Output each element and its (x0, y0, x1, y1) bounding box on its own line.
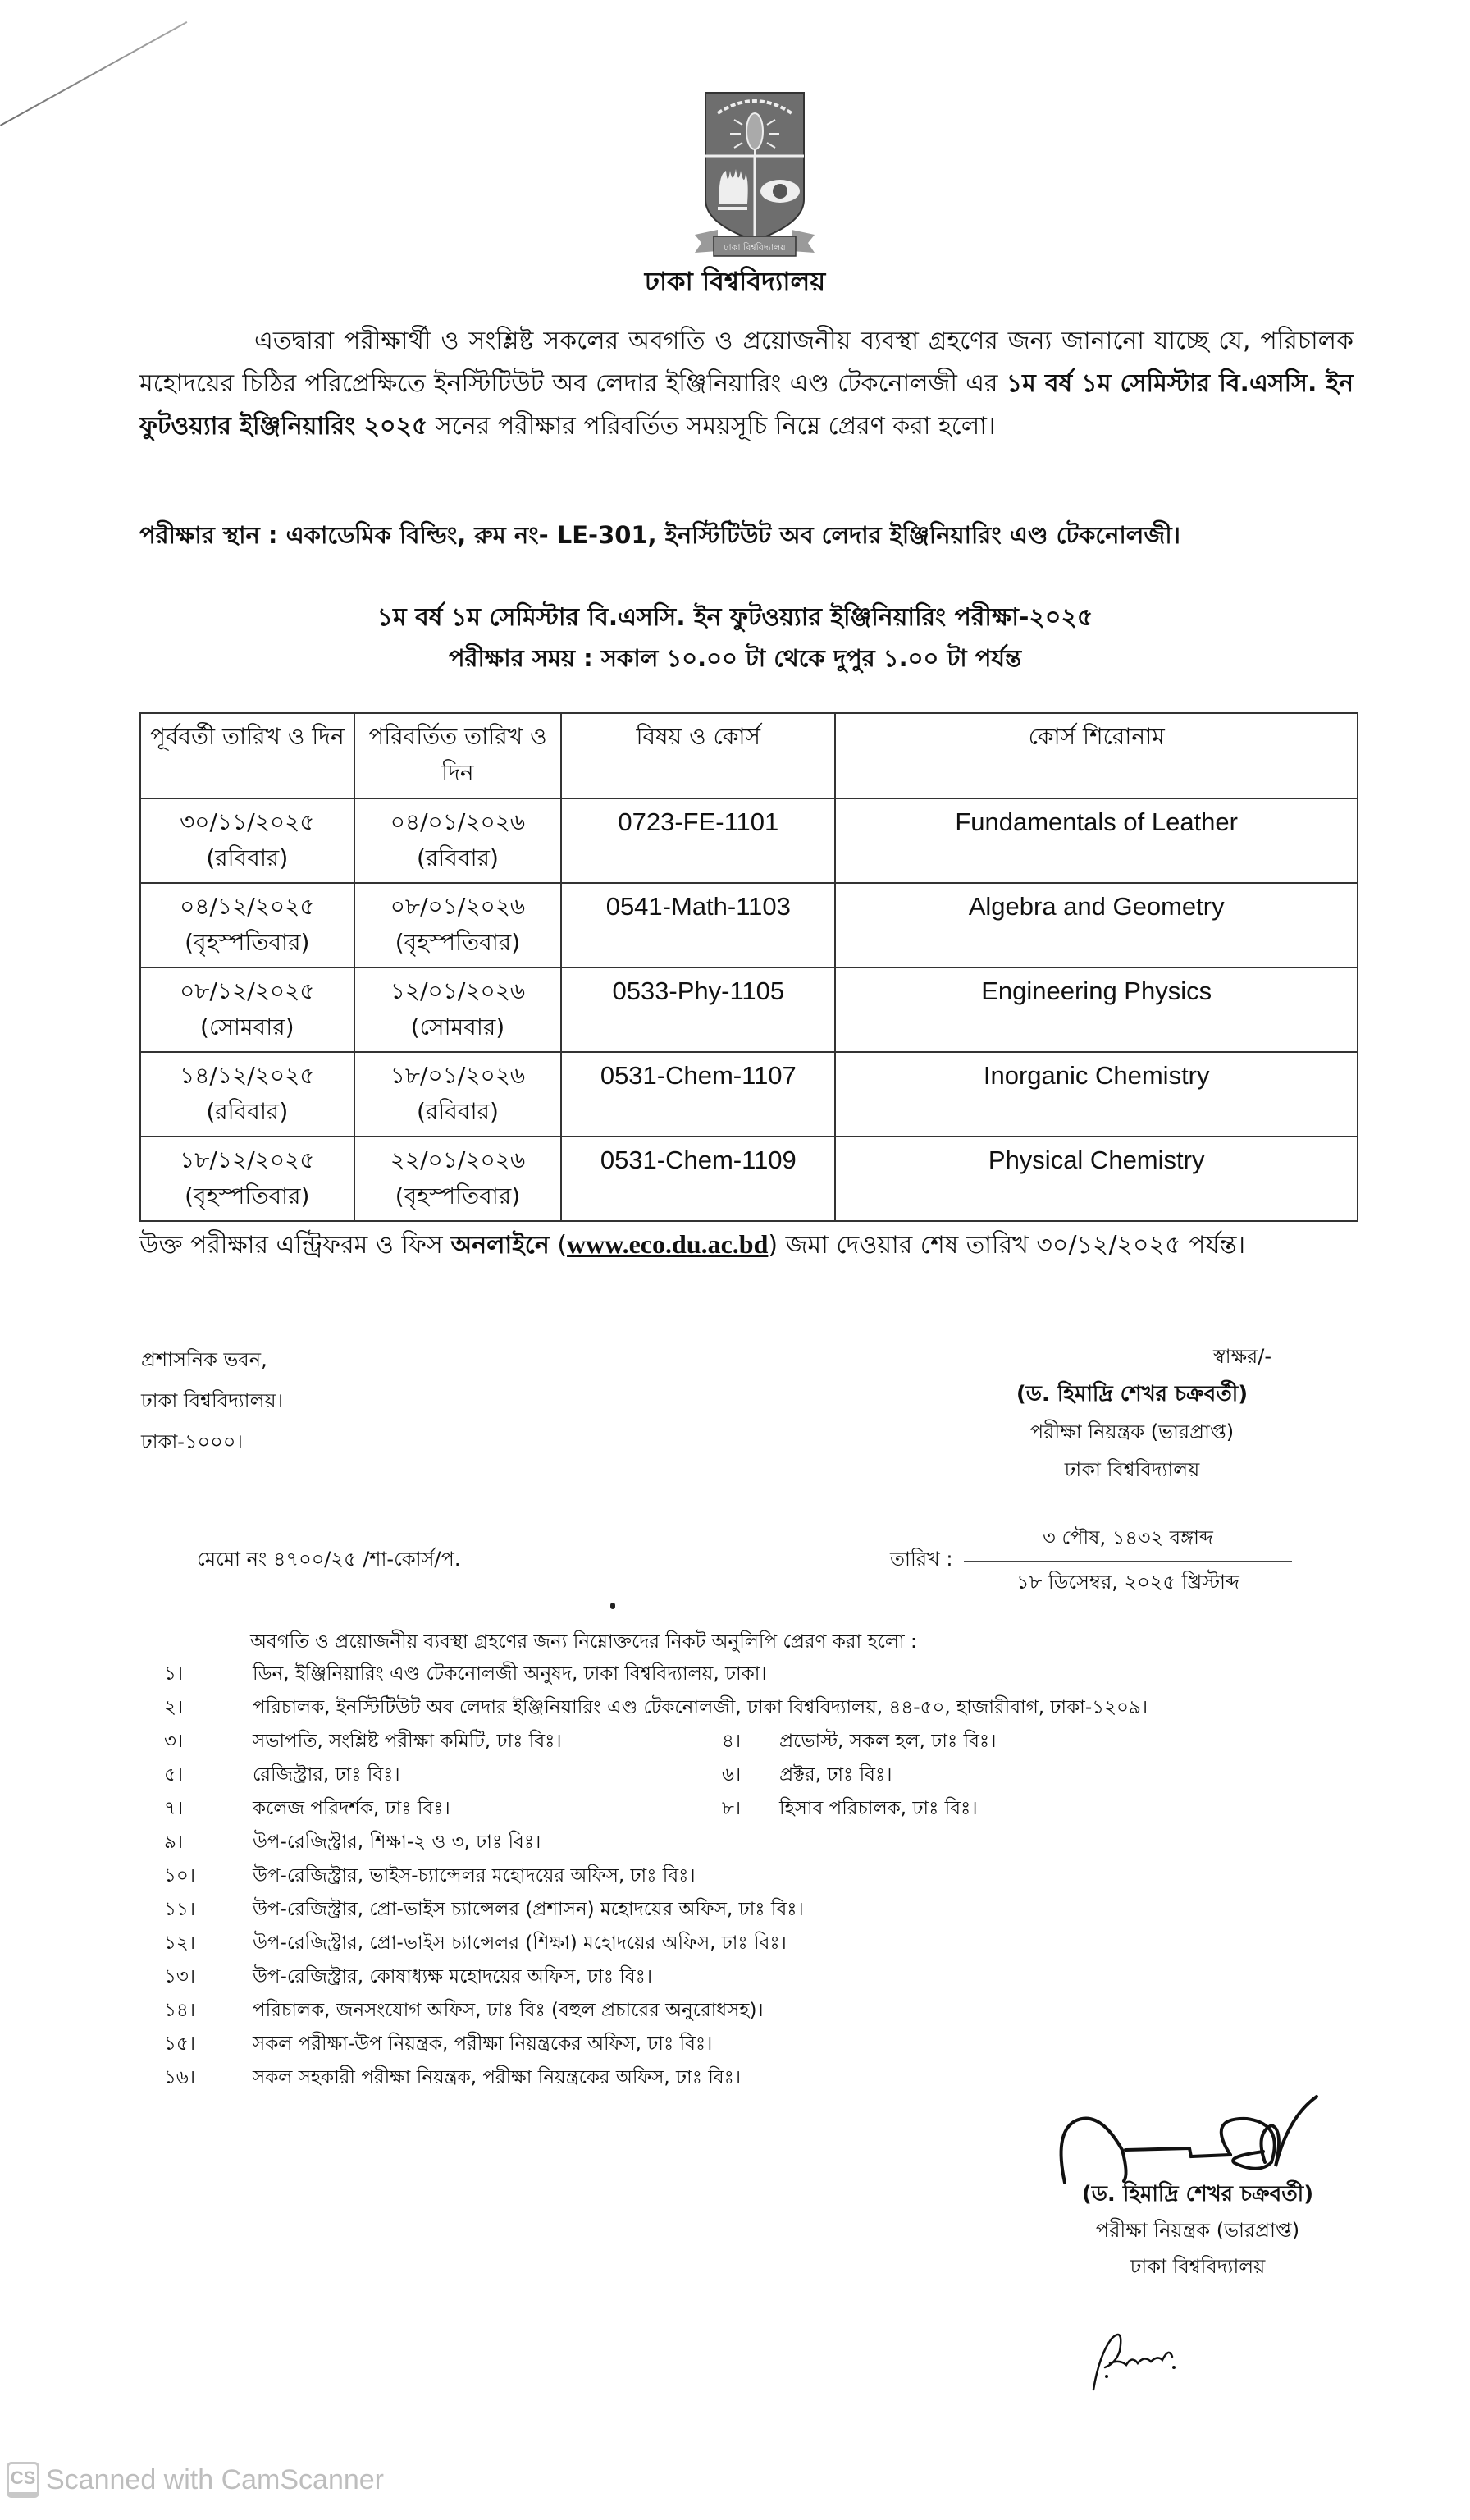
exam-heading: ১ম বর্ষ ১ম সেমিস্টার বি.এসসি. ইন ফুটওয়্যার ইঞ্জিনিয়ারিং পরীক্ষা-২০২৫ (377, 603, 1093, 632)
course-code: 0723-FE-1101 (561, 798, 835, 883)
date-bangla: ৩ পৌষ, ১৪৩২ বঙ্গাব্দ (964, 1523, 1292, 1562)
course-code: 0531-Chem-1109 (561, 1137, 835, 1221)
cc-number: ৩। (164, 1731, 184, 1752)
cc-number: ৫। (164, 1764, 184, 1786)
list-item (164, 1994, 1354, 2028)
cc-recipient: সকল পরীক্ষা-উপ নিয়ন্ত্রক, পরীক্ষা নিয়ন্ত্রকের অফিস, ঢাঃ বিঃ। (253, 2033, 713, 2055)
old-date: ০৪/১২/২০২৫ (180, 893, 315, 920)
new-date-cell (354, 1052, 562, 1137)
signed-mark: স্বাক্ষর/- (1213, 1345, 1271, 1368)
university-name: ঢাকা বিশ্ববিদ্যালয় (644, 266, 826, 297)
signatory-block-bottom (968, 2176, 1427, 2284)
list-item (164, 1725, 1354, 1759)
old-date-cell (140, 1137, 354, 1221)
cc-recipient: সভাপতি, সংশ্লিষ্ট পরীক্ষা কমিটি, ঢাঃ বিঃ। (253, 1731, 562, 1752)
cc-number: ৯। (164, 1832, 184, 1853)
cc-number: ১। (164, 1663, 184, 1685)
exam-schedule-table (139, 712, 1358, 1222)
camscanner-text: Scanned with CamScanner (46, 2463, 385, 2495)
cc-number: ১২। (164, 1932, 196, 1954)
notice-paragraph-tail: সনের পরীক্ষার পরিবর্তিত সময়সূচি নিম্নে প্রেরণ করা হলো। (436, 412, 996, 441)
signatory-institution: ঢাকা বিশ্ববিদ্যালয় (1130, 2255, 1266, 2278)
cc-number: ৮। (722, 1798, 742, 1819)
cc-intro: অবগতি ও প্রয়োজনীয় ব্যবস্থা গ্রহণের জন্য নিম্নোক্তদের নিকট অনুলিপি প্রেরণ করা হলো : (250, 1631, 917, 1653)
eco-website-link[interactable]: www.eco.du.ac.bd (567, 1229, 769, 1259)
header-old-date: পূর্ববর্তী তারিখ ও দিন (140, 713, 354, 798)
old-day: (বৃহস্পতিবার) (185, 1182, 310, 1210)
new-date: ১৮/০১/২০২৬ (390, 1062, 526, 1089)
table-row (140, 1137, 1358, 1221)
cc-number: ৪। (722, 1731, 742, 1752)
table-row (140, 967, 1358, 1052)
address-line: ঢাকা-১০০০। (141, 1430, 243, 1453)
date-label: তারিখ : (890, 1548, 953, 1571)
old-date-cell (140, 798, 354, 883)
cc-number: ১৫। (164, 2033, 196, 2055)
new-date-cell (354, 1137, 562, 1221)
cc-recipient: প্রভোস্ট, সকল হল, ঢাঃ বিঃ। (779, 1731, 997, 1752)
cc-number: ১১। (164, 1899, 196, 1920)
signatory-designation: পরীক্ষা নিয়ন্ত্রক (ভারপ্রাপ্ত) (1095, 2219, 1300, 2242)
office-address (141, 1339, 283, 1462)
new-day: (সোমবার) (410, 1013, 505, 1040)
course-code: 0541-Math-1103 (561, 883, 835, 967)
course-title: Fundamentals of Leather (835, 798, 1358, 883)
notice-paragraph-text: এতদ্বারা পরীক্ষার্থী ও সংশ্লিষ্ট সকলের অবগতি ও প্রয়োজনীয় ব্যবস্থা গ্রহণের জন্য জানানো যাচ্ছে যে, পরিচালক মহোদয়ের চিঠির পরিপ্রেক্ষিতে ইনস্টিটিউট অব লেদার ইঞ্জিনিয়ারিং এণ্ড টেকনোলজী এর (139, 327, 1354, 398)
old-date-cell (140, 1052, 354, 1137)
cc-recipient: ডিন, ইঞ্জিনিয়ারিং এণ্ড টেকনোলজী অনুষদ, ঢাকা বিশ্ববিদ্যালয়, ঢাকা। (253, 1663, 767, 1685)
old-day: (রবিবার) (206, 1098, 289, 1125)
list-item (164, 2028, 1354, 2061)
handwritten-signature-icon (1050, 2084, 1329, 2191)
cc-recipient: উপ-রেজিস্ট্রার, কোষাধ্যক্ষ মহোদয়ের অফিস, ঢাঃ বিঃ। (253, 1966, 653, 1987)
table-row (140, 883, 1358, 967)
header-course-code: বিষয় ও কোর্স (561, 713, 835, 798)
new-date: ০৮/০১/২০২৬ (390, 893, 526, 920)
list-item (164, 1792, 1354, 1826)
cc-number: ১৩। (164, 1966, 196, 1987)
new-day: (বৃহস্পতিবার) (395, 929, 521, 956)
old-date: ০৮/১২/২০২৫ (180, 977, 315, 1004)
address-line: প্রশাসনিক ভবন, (141, 1348, 267, 1371)
old-date: ১৮/১২/২০২৫ (180, 1146, 315, 1173)
new-date-cell (354, 883, 562, 967)
list-item (164, 1826, 1354, 1859)
header-new-date: পরিবর্তিত তারিখ ও দিন (354, 713, 562, 798)
cc-number: ২। (164, 1697, 184, 1718)
cc-number: ১৬। (164, 2067, 196, 2088)
new-date: ২২/০১/২০২৬ (390, 1146, 526, 1173)
new-day: (রবিবার) (416, 1098, 499, 1125)
camscanner-logo-icon: CS (7, 2462, 39, 2498)
cc-recipient: রেজিস্ট্রার, ঢাঃ বিঃ। (253, 1764, 400, 1786)
fee-note-online: অনলাইনে (450, 1231, 550, 1260)
cc-recipient: উপ-রেজিস্ট্রার, শিক্ষা-২ ও ৩, ঢাঃ বিঃ। (253, 1832, 541, 1853)
header-course-title: কোর্স শিরোনাম (835, 713, 1358, 798)
exam-time: পরীক্ষার সময় : সকাল ১০.০০ টা থেকে দুপুর ১.০০ টা পর্যন্ত (448, 644, 1022, 672)
list-item (164, 1927, 1354, 1960)
notice-paragraph (139, 320, 1354, 448)
cc-number: ১০। (164, 1865, 196, 1887)
fee-deadline-note: উক্ত পরীক্ষার এন্ট্রিফরম ও ফিস অনলাইনে (www.eco.du.ac.bd) জমা দেওয়ার শেষ তারিখ ৩০/১২/২০২৫ পর্যন্ত। (139, 1229, 1246, 1260)
course-code: 0531-Chem-1107 (561, 1052, 835, 1137)
camscanner-watermark (7, 2463, 384, 2496)
list-item (164, 1893, 1354, 1927)
course-title: Engineering Physics (835, 967, 1358, 1052)
address-line: ঢাকা বিশ্ববিদ্যালয়। (141, 1389, 284, 1412)
list-item (164, 1691, 1354, 1725)
list-item (164, 1759, 1354, 1792)
old-date: ১৪/১২/২০২৫ (180, 1062, 315, 1089)
scan-artifact-line (0, 21, 187, 126)
course-code: 0533-Phy-1105 (561, 967, 835, 1052)
handwritten-initials-icon (1087, 2322, 1218, 2396)
cc-recipient: প্রক্টর, ঢাঃ বিঃ। (779, 1764, 892, 1786)
table-row (140, 1052, 1358, 1137)
cc-recipient: উপ-রেজিস্ট্রার, প্রো-ভাইস চ্যান্সেলর (শিক্ষা) মহোদয়ের অফিস, ঢাঃ বিঃ। (253, 1932, 787, 1954)
signatory-designation: পরীক্ষা নিয়ন্ত্রক (ভারপ্রাপ্ত) (1029, 1420, 1235, 1443)
memo-date (964, 1523, 1292, 1600)
new-date-cell (354, 967, 562, 1052)
logo-banner-text: ঢাকা বিশ্ববিদ্যালয় (724, 242, 786, 253)
list-item (164, 1658, 1354, 1691)
memo-number: মেমো নং ৪৭০০/২৫ /শা-কোর্স/প. (197, 1548, 461, 1571)
cc-recipient: উপ-রেজিস্ট্রার, প্রো-ভাইস চ্যান্সেলর (প্রশাসন) মহোদয়ের অফিস, ঢাঃ বিঃ। (253, 1899, 804, 1920)
table-header-row (140, 713, 1358, 798)
cc-number: ৬। (722, 1764, 742, 1786)
old-date-cell (140, 967, 354, 1052)
cc-recipient: পরিচালক, ইনস্টিটিউট অব লেদার ইঞ্জিনিয়ারিং এণ্ড টেকনোলজী, ঢাকা বিশ্ববিদ্যালয়, ৪৪-৫০, হাজারীবাগ, ঢাকা-১২০৯। (253, 1697, 1148, 1718)
date-gregorian: ১৮ ডিসেম্বর, ২০২৫ খ্রিস্টাব্দ (1016, 1571, 1239, 1594)
cc-number: ৭। (164, 1798, 184, 1819)
exam-venue: পরীক্ষার স্থান : একাডেমিক বিল্ডিং, রুম নং- LE-301, ইনস্টিটিউট অব লেদার ইঞ্জিনিয়ারিং এণ্ড টেকনোলজী। (139, 521, 1181, 549)
list-item (164, 1859, 1354, 1893)
fee-note-text: উক্ত পরীক্ষার এন্ট্রিফরম ও ফিস (139, 1231, 443, 1260)
course-title: Physical Chemistry (835, 1137, 1358, 1221)
new-day: (বৃহস্পতিবার) (395, 1182, 521, 1210)
ink-dot (610, 1603, 615, 1609)
signatory-name: (ড. হিমাদ্রি শেখর চক্রবর্তী) (1081, 2182, 1314, 2207)
new-date-cell (354, 798, 562, 883)
notice-program-bold: ১ম বর্ষ ১ম সেমিস্টার বি.এসসি. ইন ফুটওয়্যার ইঞ্জিনিয়ারিং ২০২৫ (139, 369, 1354, 441)
old-date: ৩০/১১/২০২৫ (180, 808, 315, 835)
course-title: Inorganic Chemistry (835, 1052, 1358, 1137)
course-title: Algebra and Geometry (835, 883, 1358, 967)
university-crest-icon (693, 89, 816, 261)
cc-recipient: সকল সহকারী পরীক্ষা নিয়ন্ত্রক, পরীক্ষা নিয়ন্ত্রকের অফিস, ঢাঃ বিঃ। (253, 2067, 742, 2088)
cc-recipient: পরিচালক, জনসংযোগ অফিস, ঢাঃ বিঃ (বহুল প্রচারের অনুরোধসহ)। (253, 2000, 764, 2021)
signatory-institution: ঢাকা বিশ্ববিদ্যালয় (1064, 1458, 1200, 1481)
old-day: (সোমবার) (200, 1013, 294, 1040)
cc-number: ১৪। (164, 2000, 196, 2021)
old-date-cell (140, 883, 354, 967)
cc-recipient: উপ-রেজিস্ট্রার, ভাইস-চ্যান্সেলর মহোদয়ের অফিস, ঢাঃ বিঃ। (253, 1865, 696, 1887)
cc-recipient: কলেজ পরিদর্শক, ঢাঃ বিঃ। (253, 1798, 450, 1819)
new-date: ০৪/০১/২০২৬ (390, 808, 526, 835)
old-day: (বৃহস্পতিবার) (185, 929, 310, 956)
list-item (164, 1960, 1354, 1994)
old-day: (রবিবার) (206, 844, 289, 871)
signatory-name: (ড. হিমাদ্রি শেখর চক্রবর্তী) (1016, 1382, 1249, 1406)
table-row (140, 798, 1358, 883)
cc-recipient: হিসাব পরিচালক, ঢাঃ বিঃ। (779, 1798, 978, 1819)
new-day: (রবিবার) (416, 844, 499, 871)
new-date: ১২/০১/২০২৬ (390, 977, 526, 1004)
cc-list (164, 1658, 1354, 2129)
signatory-block-top (968, 1338, 1296, 1489)
fee-note-deadline: জমা দেওয়ার শেষ তারিখ ৩০/১২/২০২৫ পর্যন্ত। (785, 1231, 1246, 1260)
